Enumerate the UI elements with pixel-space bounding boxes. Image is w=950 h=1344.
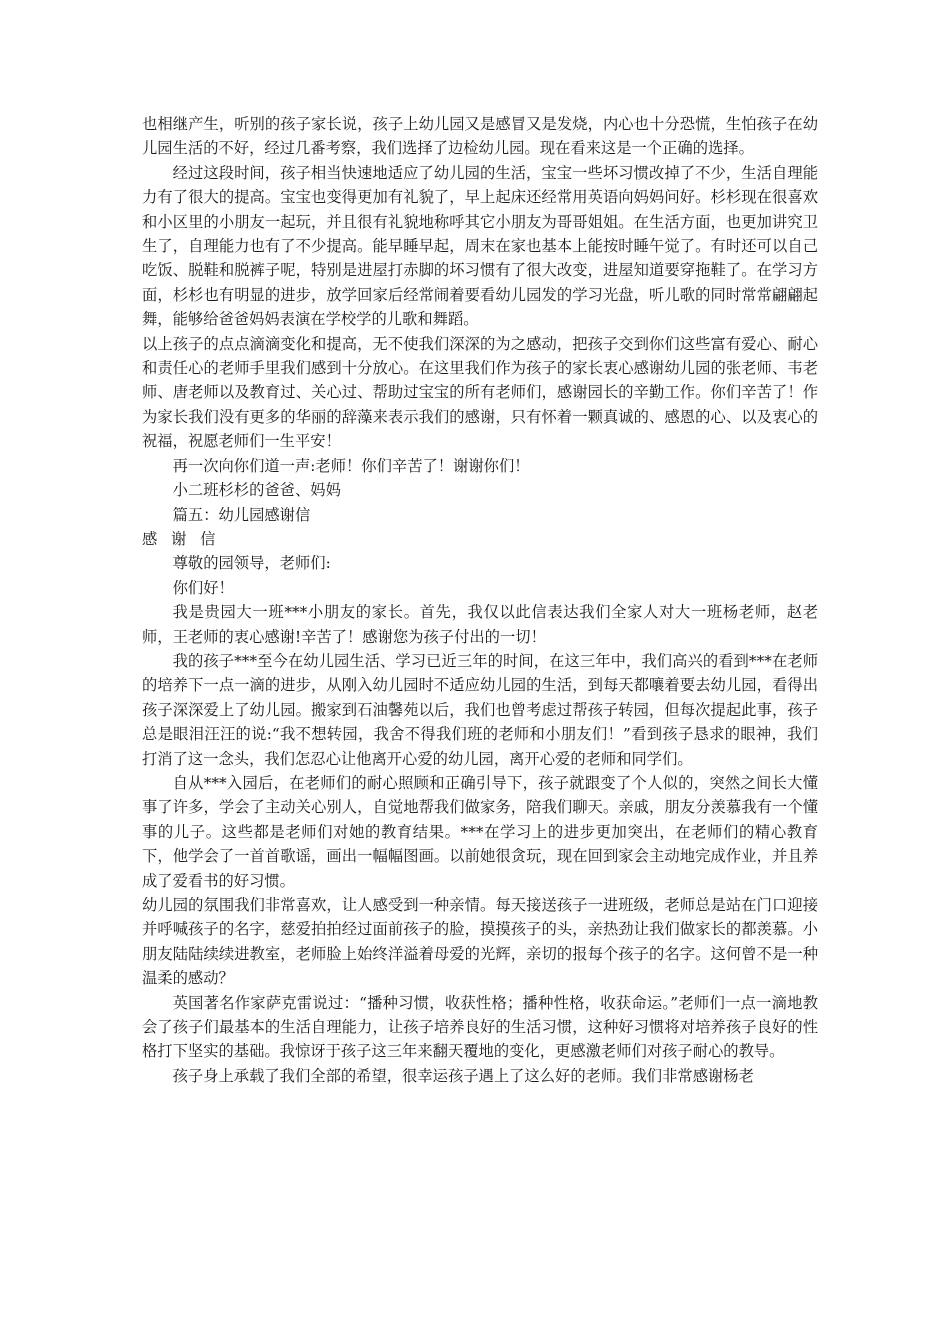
paragraph-quote: 英国著名作家萨克雷说过：“播种习惯，收获性格；播种性格，收获命运。”老师们一点一滴地教会了孩子们最基本的生活自理能力，让孩子培养良好的生活习惯，这种好习惯将对培养孩子良好的性格打下坚实的基础。我惊讶于孩子这三年来翻天覆地的变化，更感激老师们对孩子耐心的教导。 (142, 993, 818, 1061)
letter-title: 感谢信 (142, 529, 230, 548)
paragraph-introduction: 我是贵园大一班***小朋友的家长。首先，我仅以此信表达我们全家人对大一班杨老师，赵老师，王老师的衷心感谢!辛苦了！感谢您为孩子付出的一切！ (142, 603, 818, 646)
paragraph-continued-choice: 也相继产生，听别的孩子家长说，孩子上幼儿园又是感冒又是发烧，内心也十分恐慌，生怕孩子在幼儿园生活的不好，经过几番考察，我们选择了边检幼儿园。现在看来这是一个正确的选择。 (142, 115, 818, 158)
paragraph-atmosphere: 幼儿园的氛围我们非常喜欢，让人感受到一种亲情。每天接送孩子一进班级，老师总是站在门口迎接并呼喊孩子的名字，慈爱拍拍经过面前孩子的脸，摸摸孩子的头，亲热劲让我们做家长的都羡慕。小朋友陆陆续续进教室，老师脸上始终洋溢着母爱的光辉，亲切的报每个孩子的名字。这何曾不是一种温柔的感动？ (142, 896, 818, 988)
paragraph-progress: 经过这段时间，孩子相当快速地适应了幼儿园的生活，宝宝一些坏习惯改掉了不少，生活自理能力有了很大的提高。宝宝也变得更加有礼貌了，早上起床还经常用英语向妈妈问好。杉杉现在很喜欢和小区里的小朋友一起玩，并且很有礼貌地称呼其它小朋友为哥哥姐姐。在生活方面，也更加讲究卫生了，自理能力也有了不少提高。能早睡早起，周末在家也基本上能按时睡午觉了。有时还可以自己吃饭、脱鞋和脱裤子呢，特别是进屋打赤脚的坏习惯有了很大改变，进屋知道要穿拖鞋了。在学习方面，杉杉也有明显的进步，放学回家后经常闹着要看幼儿园发的学习光盘，听儿歌的同时常常翩翩起舞，能够给爸爸妈妈表演在学校学的儿歌和舞蹈。 (142, 163, 818, 329)
greeting: 你们好！ (172, 578, 234, 597)
signature-line: 小二班杉杉的爸爸、妈妈 (172, 481, 341, 500)
paragraph-gratitude: 以上孩子的点点滴滴变化和提高，无不使我们深深的为之感动，把孩子交到你们这些富有爱心、耐心和责任心的老师手里我们感到十分放心。在这里我们作为孩子的家长衷心感谢幼儿园的张老师、韦老师、唐老师以及教育过、关心过、帮助过宝宝的所有老师们，感谢园长的辛勤工作。你们辛苦了！作为家长我们没有更多的华丽的辞藻来表示我们的感谢，只有怀着一颗真诚的、感恩的心、以及衷心的祝福，祝愿老师们一生平安！ (142, 334, 818, 451)
paragraph-thanks-again: 再一次向你们道一声:老师！你们辛苦了！谢谢你们！ (172, 456, 530, 475)
section-heading: 篇五：幼儿园感谢信 (172, 505, 311, 524)
salutation: 尊敬的园领导，老师们: (172, 554, 331, 573)
paragraph-hope: 孩子身上承载了我们全部的希望，很幸运孩子遇上了这么好的老师。我们非常感谢杨老 (172, 1066, 754, 1085)
paragraph-three-years: 我的孩子***至今在幼儿园生活、学习已近三年的时间，在这三年中，我们高兴的看到***在老师的培养下一点一滴的进步，从刚入幼儿园时不适应幼儿园的生活，到每天都嚷着要去幼儿园，看得出孩子深深爱上了幼儿园。搬家到石油馨苑以后，我们也曾考虑过帮孩子转园，但每次提起此事，孩子总是眼泪汪汪的说:“我不想转园，我舍不得我们班的老师和小朋友们！”看到孩子恳求的眼神，我们打消了这一念头，我们怎忍心让他离开心爱的幼儿园，离开心爱的老师和同学们。 (142, 651, 818, 768)
document-page (142, 112, 818, 1088)
paragraph-growth: 自从***入园后，在老师们的耐心照顾和正确引导下，孩子就跟变了个人似的，突然之间长大懂事了许多，学会了主动关心别人，自觉地帮我们做家务，陪我们聊天。亲戚，朋友分羡慕我有一个懂事的儿子。这些都是老师们对她的教育结果。***在学习上的进步更加突出，在老师们的精心教育下，他学会了一首首歌谣，画出一幅幅图画。以前她很贪玩，现在回到家会主动地完成作业，并且养成了爱看书的好习惯。 (142, 773, 818, 890)
